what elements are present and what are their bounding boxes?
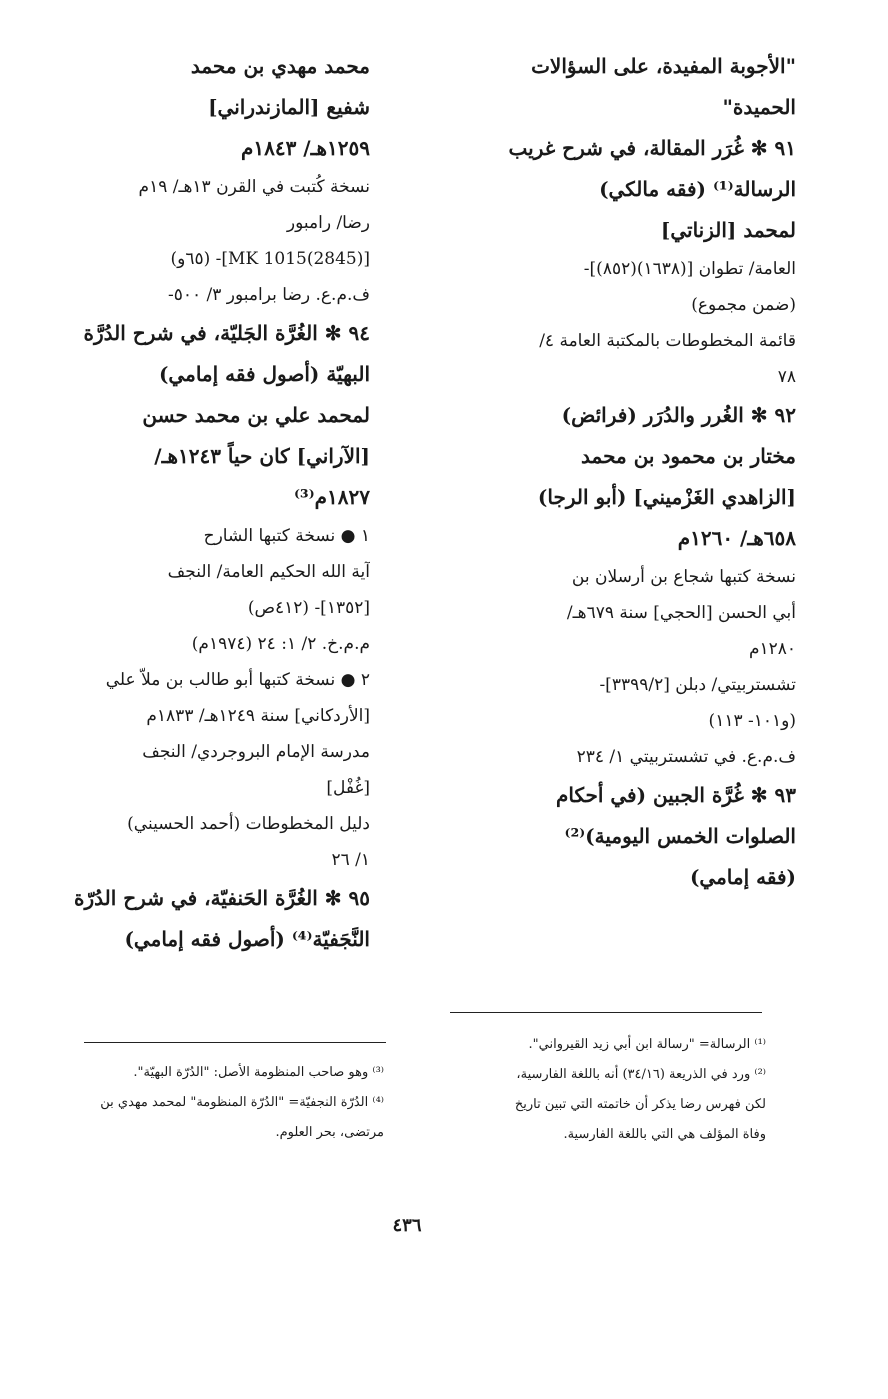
left-column-line: ٢ ● نسخة كتبها أبو طالب بن ملاّ علي bbox=[105, 670, 370, 690]
left-column-line: ٩٥ ✻ الغُرَّة الحَنفيّة، في شرح الدُرّة bbox=[74, 886, 370, 910]
left-column-line: م.م.خ. ٢/ ١: ٢٤ (١٩٧٤م) bbox=[191, 634, 370, 654]
left-column-line: ١/ ٢٦ bbox=[331, 850, 370, 870]
right-column-line: ٩٣ ✻ غُرَّة الجبين (في أحكام bbox=[555, 783, 796, 807]
left-column-line: رضا/ رامبور bbox=[286, 213, 370, 233]
left-column-line: البهيّة (أصول فقه إمامي) bbox=[158, 362, 370, 386]
left-column-line: نسخة كُتبت في القرن ١٣هـ/ ١٩م bbox=[138, 177, 370, 197]
footnote-rule-left bbox=[84, 1042, 386, 1043]
right-column-line: أبي الحسن [الحجي] سنة ٦٧٩هـ/ bbox=[566, 603, 796, 623]
footnote-line: ⁽³⁾ وهو صاحب المنظومة الأصل: "الدُرّة البهيّة". bbox=[133, 1065, 384, 1080]
footnote-line: وفاة المؤلف هي التي باللغة الفارسية. bbox=[563, 1127, 766, 1142]
right-column-line: ف.م.ع. في تشستربيتي ١/ ٢٣٤ bbox=[576, 747, 796, 767]
left-column-line: [غُفْل] bbox=[326, 778, 370, 798]
footnote-line: مرتضى، بحر العلوم. bbox=[275, 1125, 384, 1140]
right-column-line: نسخة كتبها شجاع بن أرسلان بن bbox=[571, 567, 796, 587]
right-column-line: ٩٢ ✻ الغُرر والدُرَر (فرائض) bbox=[561, 403, 796, 427]
page-number: ٤٣٦ bbox=[392, 1215, 422, 1236]
right-column-line: ١٢٨٠م bbox=[748, 639, 796, 659]
footnote-line: ⁽¹⁾ الرسالة= "رسالة ابن أبي زيد القيرواني". bbox=[528, 1037, 766, 1052]
right-column-line: الحميدة" bbox=[722, 95, 796, 119]
right-column-line: قائمة المخطوطات بالمكتبة العامة ٤/ bbox=[539, 331, 796, 351]
right-column-line: الصلوات الخمس اليومية)⁽²⁾ bbox=[564, 824, 796, 848]
left-column-line: ١ ● نسخة كتبها الشارح bbox=[203, 526, 370, 546]
footnote-rule-right bbox=[450, 1012, 762, 1013]
footnote-line: ⁽²⁾ ورد في الذريعة (٣٤/١٦) أنه باللغة الفارسية، bbox=[516, 1067, 766, 1082]
right-column bbox=[436, 48, 796, 900]
right-column-line: (فقه إمامي) bbox=[689, 865, 796, 889]
left-column-line: محمد مهدي بن محمد bbox=[190, 54, 370, 78]
right-column-line: [الزاهدي الغَزْميني] (أبو الرجا) bbox=[537, 485, 796, 509]
left-column-line: [الأردكاني] سنة ١٢٤٩هـ/ ١٨٣٣م bbox=[146, 706, 370, 726]
left-column-line: [الآراني] كان حياً ١٢٤٣هـ/ bbox=[154, 444, 370, 468]
footnotes-right bbox=[436, 1030, 766, 1150]
right-column-line: ٦٥٨هـ/ ١٢٦٠م bbox=[677, 526, 796, 550]
right-column-line: العامة/ تطوان [(١٦٣٨)(٨٥٢)]- bbox=[583, 259, 796, 279]
left-column-line: [(2845)1015 MK]- (٦٥و) bbox=[170, 249, 370, 269]
footnotes-left bbox=[54, 1058, 384, 1148]
left-column-line: ١٨٢٧م⁽³⁾ bbox=[293, 485, 370, 509]
right-column-line: لمحمد [الزناتي] bbox=[660, 218, 796, 242]
right-column-line: (ضمن مجموع) bbox=[691, 295, 796, 315]
footnote-line: ⁽⁴⁾ الدُرّة النجفيّة= "الدُرّة المنظومة" لمحمد مهدي بن bbox=[100, 1095, 384, 1110]
left-column-line: ف.م.ع. رضا برامبور ٣/ ٥٠٠- bbox=[167, 285, 370, 305]
left-column bbox=[48, 48, 370, 962]
left-column-line: ١٢٥٩هـ/ ١٨٤٣م bbox=[240, 136, 370, 160]
right-column-line: "الأجوبة المفيدة، على السؤالات bbox=[531, 54, 796, 78]
right-column-line: ٩١ ✻ غُرَر المقالة، في شرح غريب bbox=[508, 136, 796, 160]
left-column-line: لمحمد علي بن محمد حسن bbox=[142, 403, 370, 427]
left-column-line: مدرسة الإمام البروجردي/ النجف bbox=[142, 742, 370, 762]
left-column-line: شفيع [المازندراني] bbox=[208, 95, 370, 119]
left-column-line: النَّجَفيّة⁽⁴⁾ (أصول فقه إمامي) bbox=[124, 927, 370, 951]
right-column-line: تشستربيتي/ دبلن [٣٣٩٩/٢]- bbox=[599, 675, 796, 695]
right-column-line: الرسالة⁽¹⁾ (فقه مالكي) bbox=[599, 177, 796, 201]
right-column-line: ٧٨ bbox=[777, 367, 796, 387]
right-column-line: مختار بن محمود بن محمد bbox=[581, 444, 796, 468]
left-column-line: ٩٤ ✻ الغُرَّة الجَليّة، في شرح الدُرَّة bbox=[83, 321, 370, 345]
right-column-line: (و١٠١- ١١٣) bbox=[708, 711, 796, 731]
left-column-line: [١٣٥٢]- (٤١٢ص) bbox=[247, 598, 370, 618]
left-column-line: دليل المخطوطات (أحمد الحسيني) bbox=[127, 814, 370, 834]
left-column-line: آية الله الحكيم العامة/ النجف bbox=[167, 562, 370, 582]
footnote-line: لكن فهرس رضا يذكر أن خاتمته التي تبين تاريخ bbox=[514, 1097, 766, 1112]
